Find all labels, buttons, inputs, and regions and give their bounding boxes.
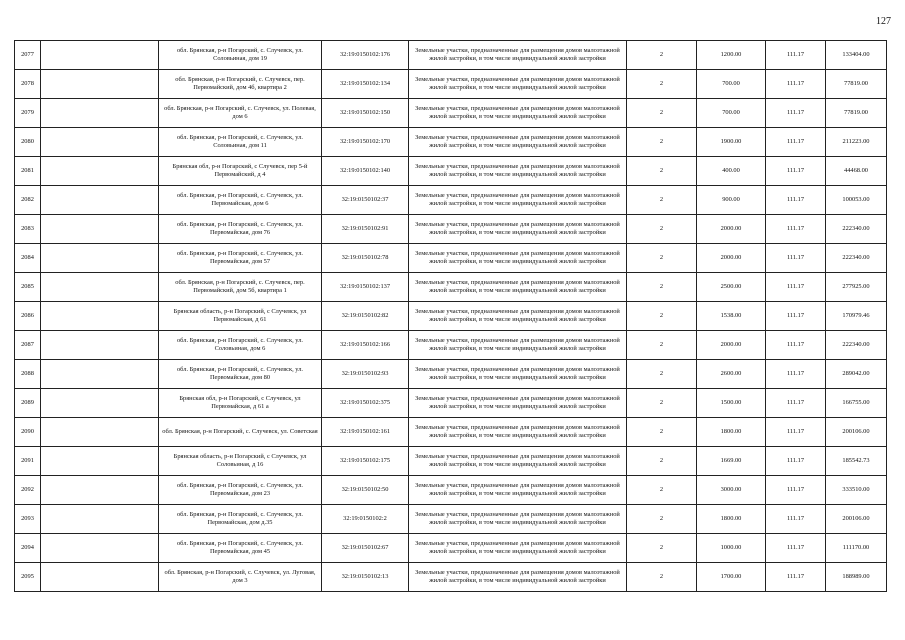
row-number-cell: 2087 <box>15 331 41 360</box>
land-purpose-cell: Земельные участки, предназначенные для размещения домов малоэтажной жилой застройки, в том числе индивидуальной жилой застройки <box>409 244 627 273</box>
empty-cell <box>41 302 159 331</box>
address-cell: обл. Брянская, р-н Погарский, с. Случевск, ул. Луговая, дом 3 <box>159 563 322 592</box>
cadastral-value-cell: 100053.00 <box>826 186 887 215</box>
area-cell: 1538.00 <box>697 302 766 331</box>
group-number-cell: 2 <box>627 360 697 389</box>
row-number-cell: 2091 <box>15 447 41 476</box>
row-number-cell: 2090 <box>15 418 41 447</box>
area-cell: 1669.00 <box>697 447 766 476</box>
area-cell: 1000.00 <box>697 534 766 563</box>
cadastral-value-cell: 222340.00 <box>826 331 887 360</box>
address-cell: обл. Брянская, р-н Погарский, с. Случевск, ул. Первомайская, дом 57 <box>159 244 322 273</box>
table-row <box>15 302 887 331</box>
cadastral-value-cell: 222340.00 <box>826 215 887 244</box>
group-number-cell: 2 <box>627 215 697 244</box>
address-cell: обл. Брянская, р-н Погарский, с. Случевск, ул. Соловьиная, дом 6 <box>159 331 322 360</box>
address-cell: Брянская область, р-н Погарский, с Случевск, ул Первомайская, д 61 <box>159 302 322 331</box>
cadastral-number-cell: 32:19:0150102:375 <box>322 389 409 418</box>
table-row <box>15 157 887 186</box>
land-purpose-cell: Земельные участки, предназначенные для размещения домов малоэтажной жилой застройки, в том числе индивидуальной жилой застройки <box>409 389 627 418</box>
table-row <box>15 41 887 70</box>
group-number-cell: 2 <box>627 99 697 128</box>
cadastral-value-cell: 111170.00 <box>826 534 887 563</box>
group-number-cell: 2 <box>627 128 697 157</box>
empty-cell <box>41 186 159 215</box>
cadastral-number-cell: 32:19:0150102:175 <box>322 447 409 476</box>
unit-value-cell: 111.17 <box>766 186 826 215</box>
land-purpose-cell: Земельные участки, предназначенные для размещения домов малоэтажной жилой застройки, в том числе индивидуальной жилой застройки <box>409 157 627 186</box>
empty-cell <box>41 476 159 505</box>
cadastral-number-cell: 32:19:0150102:50 <box>322 476 409 505</box>
unit-value-cell: 111.17 <box>766 476 826 505</box>
unit-value-cell: 111.17 <box>766 302 826 331</box>
page-number: 127 <box>876 16 891 27</box>
group-number-cell: 2 <box>627 534 697 563</box>
unit-value-cell: 111.17 <box>766 128 826 157</box>
land-purpose-cell: Земельные участки, предназначенные для размещения домов малоэтажной жилой застройки, в том числе индивидуальной жилой застройки <box>409 360 627 389</box>
cadastral-number-cell: 32:19:0150102:67 <box>322 534 409 563</box>
empty-cell <box>41 99 159 128</box>
row-number-cell: 2077 <box>15 41 41 70</box>
row-number-cell: 2092 <box>15 476 41 505</box>
group-number-cell: 2 <box>627 389 697 418</box>
row-number-cell: 2088 <box>15 360 41 389</box>
cadastral-value-cell: 166755.00 <box>826 389 887 418</box>
row-number-cell: 2082 <box>15 186 41 215</box>
empty-cell <box>41 505 159 534</box>
group-number-cell: 2 <box>627 331 697 360</box>
unit-value-cell: 111.17 <box>766 563 826 592</box>
table-row <box>15 447 887 476</box>
cadastral-value-table <box>14 40 887 592</box>
address-cell: обл. Брянская, р-н Погарский, с. Случевск, ул. Первомайская, дом 45 <box>159 534 322 563</box>
land-purpose-cell: Земельные участки, предназначенные для размещения домов малоэтажной жилой застройки, в том числе индивидуальной жилой застройки <box>409 128 627 157</box>
area-cell: 3000.00 <box>697 476 766 505</box>
cadastral-number-cell: 32:19:0150102:2 <box>322 505 409 534</box>
empty-cell <box>41 41 159 70</box>
cadastral-number-cell: 32:19:0150102:137 <box>322 273 409 302</box>
row-number-cell: 2079 <box>15 99 41 128</box>
land-purpose-cell: Земельные участки, предназначенные для размещения домов малоэтажной жилой застройки, в том числе индивидуальной жилой застройки <box>409 505 627 534</box>
area-cell: 1900.00 <box>697 128 766 157</box>
unit-value-cell: 111.17 <box>766 447 826 476</box>
table-row <box>15 244 887 273</box>
cadastral-number-cell: 32:19:0150102:82 <box>322 302 409 331</box>
area-cell: 1800.00 <box>697 418 766 447</box>
address-cell: Брянская обл, р-н Погарский, с Случевск, ул Первомайская, д 61 а <box>159 389 322 418</box>
cadastral-number-cell: 32:19:0150102:37 <box>322 186 409 215</box>
empty-cell <box>41 447 159 476</box>
empty-cell <box>41 273 159 302</box>
cadastral-number-cell: 32:19:0150102:176 <box>322 41 409 70</box>
empty-cell <box>41 215 159 244</box>
address-cell: обл. Брянская, р-н Погарский, с. Случевск, ул. Первомайская, дом 76 <box>159 215 322 244</box>
area-cell: 2000.00 <box>697 331 766 360</box>
table-row <box>15 331 887 360</box>
row-number-cell: 2081 <box>15 157 41 186</box>
cadastral-value-cell: 289042.00 <box>826 360 887 389</box>
cadastral-value-cell: 185542.73 <box>826 447 887 476</box>
cadastral-number-cell: 32:19:0150102:91 <box>322 215 409 244</box>
land-purpose-cell: Земельные участки, предназначенные для размещения домов малоэтажной жилой застройки, в том числе индивидуальной жилой застройки <box>409 331 627 360</box>
unit-value-cell: 111.17 <box>766 389 826 418</box>
cadastral-number-cell: 32:19:0150102:134 <box>322 70 409 99</box>
unit-value-cell: 111.17 <box>766 157 826 186</box>
table-row <box>15 186 887 215</box>
area-cell: 2600.00 <box>697 360 766 389</box>
area-cell: 1800.00 <box>697 505 766 534</box>
cadastral-value-cell: 170979.46 <box>826 302 887 331</box>
empty-cell <box>41 389 159 418</box>
address-cell: обл. Брянская, р-н Погарский, с. Случевск, ул. Первомайская, дом д.35 <box>159 505 322 534</box>
row-number-cell: 2078 <box>15 70 41 99</box>
cadastral-value-cell: 277925.00 <box>826 273 887 302</box>
unit-value-cell: 111.17 <box>766 41 826 70</box>
area-cell: 400.00 <box>697 157 766 186</box>
row-number-cell: 2094 <box>15 534 41 563</box>
cadastral-value-cell: 77819.00 <box>826 99 887 128</box>
land-purpose-cell: Земельные участки, предназначенные для размещения домов малоэтажной жилой застройки, в том числе индивидуальной жилой застройки <box>409 534 627 563</box>
area-cell: 700.00 <box>697 99 766 128</box>
table-row <box>15 389 887 418</box>
table-row <box>15 505 887 534</box>
unit-value-cell: 111.17 <box>766 215 826 244</box>
empty-cell <box>41 70 159 99</box>
land-purpose-cell: Земельные участки, предназначенные для размещения домов малоэтажной жилой застройки, в том числе индивидуальной жилой застройки <box>409 41 627 70</box>
table-row <box>15 99 887 128</box>
cadastral-number-cell: 32:19:0150102:13 <box>322 563 409 592</box>
row-number-cell: 2095 <box>15 563 41 592</box>
cadastral-number-cell: 32:19:0150102:78 <box>322 244 409 273</box>
group-number-cell: 2 <box>627 447 697 476</box>
row-number-cell: 2089 <box>15 389 41 418</box>
empty-cell <box>41 418 159 447</box>
row-number-cell: 2083 <box>15 215 41 244</box>
unit-value-cell: 111.17 <box>766 331 826 360</box>
group-number-cell: 2 <box>627 244 697 273</box>
address-cell: обл. Брянская, р-н Погарский, с. Случевск, ул. Советская <box>159 418 322 447</box>
group-number-cell: 2 <box>627 302 697 331</box>
group-number-cell: 2 <box>627 505 697 534</box>
cadastral-value-cell: 211223.00 <box>826 128 887 157</box>
empty-cell <box>41 244 159 273</box>
address-cell: обл. Брянская, р-н Погарский, с. Случевск, пер. Первомайский, дом 4б, квартира 2 <box>159 70 322 99</box>
empty-cell <box>41 563 159 592</box>
area-cell: 2500.00 <box>697 273 766 302</box>
cadastral-value-cell: 200106.00 <box>826 505 887 534</box>
table-row <box>15 360 887 389</box>
empty-cell <box>41 331 159 360</box>
group-number-cell: 2 <box>627 157 697 186</box>
address-cell: обл. Брянская, р-н Погарский, с. Случевск, ул. Первомайская, дом 23 <box>159 476 322 505</box>
address-cell: обл. Брянская, р-н Погарский, с. Случевск, ул. Полевая, дом 6 <box>159 99 322 128</box>
cadastral-number-cell: 32:19:0150102:170 <box>322 128 409 157</box>
empty-cell <box>41 534 159 563</box>
unit-value-cell: 111.17 <box>766 244 826 273</box>
unit-value-cell: 111.17 <box>766 70 826 99</box>
land-purpose-cell: Земельные участки, предназначенные для размещения домов малоэтажной жилой застройки, в том числе индивидуальной жилой застройки <box>409 418 627 447</box>
table-row <box>15 476 887 505</box>
table-row <box>15 215 887 244</box>
address-cell: обл. Брянская, р-н Погарский, с. Случевск, пер. Первомайский, дом 5б, квартира 1 <box>159 273 322 302</box>
row-number-cell: 2086 <box>15 302 41 331</box>
unit-value-cell: 111.17 <box>766 418 826 447</box>
cadastral-value-cell: 77819.00 <box>826 70 887 99</box>
area-cell: 2000.00 <box>697 215 766 244</box>
table-row <box>15 273 887 302</box>
group-number-cell: 2 <box>627 418 697 447</box>
table-row <box>15 563 887 592</box>
cadastral-number-cell: 32:19:0150102:161 <box>322 418 409 447</box>
area-cell: 700.00 <box>697 70 766 99</box>
row-number-cell: 2085 <box>15 273 41 302</box>
area-cell: 900.00 <box>697 186 766 215</box>
row-number-cell: 2093 <box>15 505 41 534</box>
area-cell: 2000.00 <box>697 244 766 273</box>
address-cell: обл. Брянская, р-н Погарский, с. Случевск, ул. Соловьиная, дом 11 <box>159 128 322 157</box>
empty-cell <box>41 128 159 157</box>
cadastral-value-cell: 44468.00 <box>826 157 887 186</box>
area-cell: 1500.00 <box>697 389 766 418</box>
cadastral-value-cell: 222340.00 <box>826 244 887 273</box>
table-body <box>15 41 887 592</box>
address-cell: Брянская область, р-н Погарский, с Случевск, ул Соловьиная, д 16 <box>159 447 322 476</box>
group-number-cell: 2 <box>627 41 697 70</box>
area-cell: 1700.00 <box>697 563 766 592</box>
row-number-cell: 2080 <box>15 128 41 157</box>
cadastral-number-cell: 32:19:0150102:140 <box>322 157 409 186</box>
group-number-cell: 2 <box>627 273 697 302</box>
group-number-cell: 2 <box>627 563 697 592</box>
area-cell: 1200.00 <box>697 41 766 70</box>
table-row <box>15 418 887 447</box>
cadastral-value-cell: 133404.00 <box>826 41 887 70</box>
address-cell: Брянская обл, р-н Погарский, с Случевск, пер 5-й Первомайский, д 4 <box>159 157 322 186</box>
land-purpose-cell: Земельные участки, предназначенные для размещения домов малоэтажной жилой застройки, в том числе индивидуальной жилой застройки <box>409 563 627 592</box>
land-purpose-cell: Земельные участки, предназначенные для размещения домов малоэтажной жилой застройки, в том числе индивидуальной жилой застройки <box>409 476 627 505</box>
empty-cell <box>41 360 159 389</box>
unit-value-cell: 111.17 <box>766 360 826 389</box>
land-purpose-cell: Земельные участки, предназначенные для размещения домов малоэтажной жилой застройки, в том числе индивидуальной жилой застройки <box>409 215 627 244</box>
land-purpose-cell: Земельные участки, предназначенные для размещения домов малоэтажной жилой застройки, в том числе индивидуальной жилой застройки <box>409 70 627 99</box>
unit-value-cell: 111.17 <box>766 505 826 534</box>
land-purpose-cell: Земельные участки, предназначенные для размещения домов малоэтажной жилой застройки, в том числе индивидуальной жилой застройки <box>409 186 627 215</box>
cadastral-value-cell: 188989.00 <box>826 563 887 592</box>
address-cell: обл. Брянская, р-н Погарский, с. Случевск, ул. Первомайская, дом 80 <box>159 360 322 389</box>
land-purpose-cell: Земельные участки, предназначенные для размещения домов малоэтажной жилой застройки, в том числе индивидуальной жилой застройки <box>409 302 627 331</box>
table-row <box>15 128 887 157</box>
group-number-cell: 2 <box>627 186 697 215</box>
unit-value-cell: 111.17 <box>766 99 826 128</box>
land-purpose-cell: Земельные участки, предназначенные для размещения домов малоэтажной жилой застройки, в том числе индивидуальной жилой застройки <box>409 99 627 128</box>
cadastral-number-cell: 32:19:0150102:150 <box>322 99 409 128</box>
group-number-cell: 2 <box>627 476 697 505</box>
address-cell: обл. Брянская, р-н Погарский, с. Случевск, ул. Соловьиная, дом 19 <box>159 41 322 70</box>
unit-value-cell: 111.17 <box>766 534 826 563</box>
cadastral-value-cell: 200106.00 <box>826 418 887 447</box>
cadastral-value-cell: 333510.00 <box>826 476 887 505</box>
unit-value-cell: 111.17 <box>766 273 826 302</box>
table-row <box>15 534 887 563</box>
empty-cell <box>41 157 159 186</box>
land-purpose-cell: Земельные участки, предназначенные для размещения домов малоэтажной жилой застройки, в том числе индивидуальной жилой застройки <box>409 447 627 476</box>
land-purpose-cell: Земельные участки, предназначенные для размещения домов малоэтажной жилой застройки, в том числе индивидуальной жилой застройки <box>409 273 627 302</box>
address-cell: обл. Брянская, р-н Погарский, с. Случевск, ул. Первомайская, дом 6 <box>159 186 322 215</box>
row-number-cell: 2084 <box>15 244 41 273</box>
table-row <box>15 70 887 99</box>
group-number-cell: 2 <box>627 70 697 99</box>
cadastral-number-cell: 32:19:0150102:166 <box>322 331 409 360</box>
cadastral-number-cell: 32:19:0150102:93 <box>322 360 409 389</box>
